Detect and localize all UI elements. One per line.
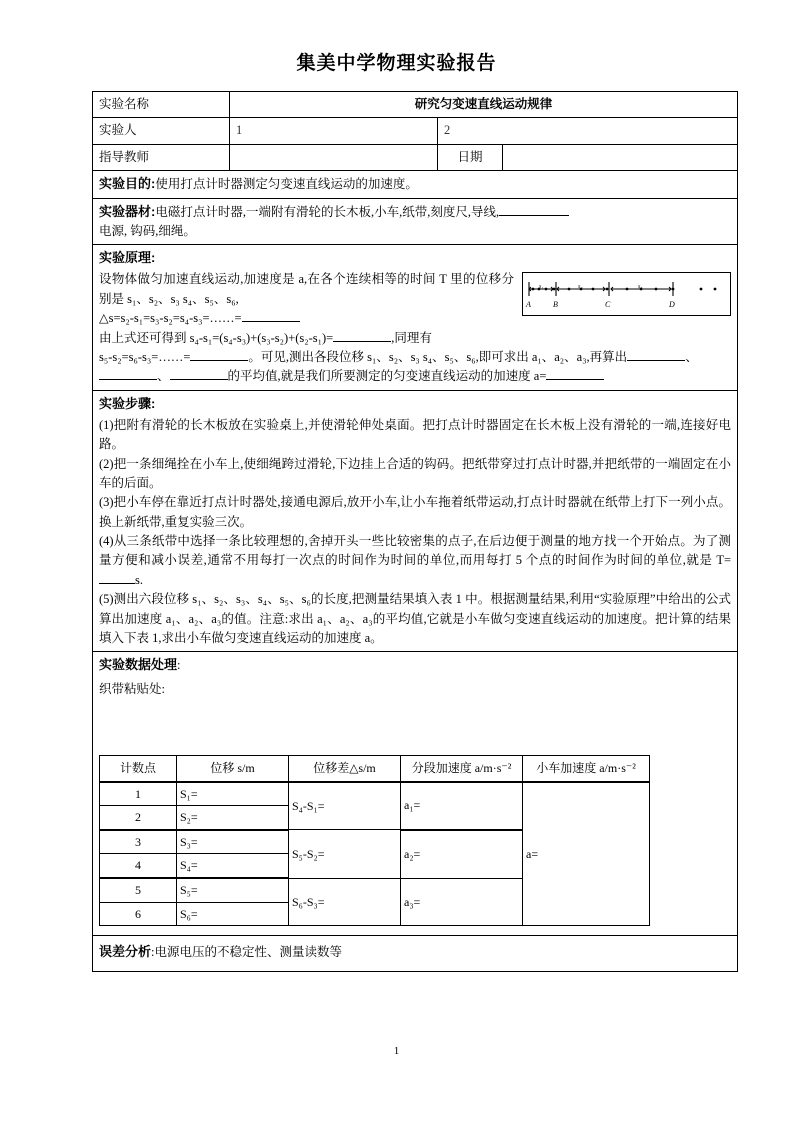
page-title: 集美中学物理实验报告 <box>296 53 497 74</box>
page-number: 1 <box>393 1045 400 1057</box>
purpose-text: 使用打点计时器测定匀变速直线运动的加速度。 <box>155 177 418 192</box>
displacement-1[interactable]: S₁= <box>177 782 289 806</box>
svg-text:B: B <box>553 300 558 310</box>
experimenter-field-1[interactable]: 1 <box>230 118 438 144</box>
principle-blank-7[interactable] <box>546 367 604 380</box>
displacement-diff-3[interactable]: S₆-S₃= <box>289 878 401 926</box>
experiment-name-label: 实验名称 <box>93 92 230 118</box>
step-item-3: (3)把小车停在靠近打点计时器处,接通电源后,放开小车,让小车拖着纸带运动,打点计时器就在纸带上打下一列小点。换上新纸带,重复实验三次。 <box>99 495 731 529</box>
steps-cell <box>93 390 738 652</box>
principle-line3-prefix: 由上式还可得到 s₄-s₁=(s₄-s₃)+(s₃-s₂)+(s₂-s₁)= <box>99 330 334 345</box>
table-row-teacher-date <box>93 144 738 170</box>
displacement-5[interactable]: S₅= <box>177 878 289 902</box>
table-row-purpose <box>93 171 738 198</box>
experimenter-field-2[interactable]: 2 <box>438 118 738 144</box>
date-label: 日期 <box>438 144 503 170</box>
displacement-6[interactable]: S₆= <box>177 902 289 926</box>
cart-acceleration[interactable]: a= <box>523 782 650 926</box>
principle-blank-3[interactable] <box>190 348 248 361</box>
principle-line4-mid: 。可见,测出各段位移 s₁、s₂、s₃ s₄、s₅、s₆,即可求出 a₁、a₂、a₃,再算出 <box>248 349 628 364</box>
data-table-header-row <box>100 756 650 782</box>
displacement-3[interactable]: S₃= <box>177 830 289 854</box>
principle-cell <box>93 245 738 390</box>
principle-formula-1: △s=s₂-s₁=s₃-s₂=s₄-s₃=……= <box>99 311 242 326</box>
count-point-3: 3 <box>100 830 177 854</box>
principle-line-1: 设物体做匀加速直线运动,加速度是 a,在各个连续相等的时间 T 里的位移分别是 s₁、s₂、s₃ s₄、s₅、s₆, <box>99 272 514 306</box>
error-analysis-colon: : <box>151 945 155 960</box>
svg-text:s₃: s₃ <box>638 284 643 291</box>
principle-blank-2[interactable] <box>333 329 391 342</box>
tape-diagram-svg <box>523 273 728 313</box>
count-point-1: 1 <box>100 782 177 806</box>
principle-line-4 <box>99 348 731 367</box>
count-point-4: 4 <box>100 854 177 878</box>
col-header-count-point: 计数点 <box>100 756 177 782</box>
col-header-cart-acceleration: 小车加速度 a/m·s⁻² <box>523 756 650 782</box>
svg-text:A: A <box>526 300 531 310</box>
teacher-field[interactable] <box>230 144 438 170</box>
materials-label: 实验器材: <box>99 203 156 219</box>
data-processing-heading: 实验数据处理 <box>99 657 178 673</box>
purpose-label: 实验目的: <box>99 176 156 192</box>
col-header-segment-acceleration: 分段加速度 a/m·s⁻² <box>401 756 523 782</box>
principle-blank-6[interactable] <box>170 367 228 380</box>
principle-blank-1[interactable] <box>242 309 300 322</box>
measurement-data-table <box>99 755 650 926</box>
table-row-error-analysis <box>93 936 738 971</box>
table-row <box>100 782 650 806</box>
principle-line5-mid2: 的平均值,就是我们所要测定的匀变速直线运动的加速度 a= <box>227 369 547 384</box>
tape-paste-note: 织带粘贴处: <box>99 681 165 696</box>
principle-line-3 <box>99 329 731 348</box>
table-row-principle <box>93 245 738 390</box>
col-header-displacement: 位移 s/m <box>177 756 289 782</box>
svg-text:s₁: s₁ <box>539 284 544 291</box>
displacement-diff-2[interactable]: S₅-S₂= <box>289 830 401 878</box>
purpose-cell <box>93 171 738 198</box>
experiment-name-value[interactable]: 研究匀变速直线运动规律 <box>230 92 738 118</box>
step-item-4 <box>99 532 731 590</box>
step-item-5: (5)测出六段位移 s₁、s₂、s₃、s₄、s₅、s₆的长度,把测量结果填入表 1 中。根据测量结果,利用“实验原理”中给出的公式算出加速度 a₁、a₂、a₃的值。注意:求出 a₁、a₂、a₃的平均值,它就是小车做匀变速直线运动的加速度。把计算的结果填入下表 1,求出小车做匀变速直线运动的加速度 a。 <box>99 592 731 645</box>
principle-line-5 <box>99 367 731 386</box>
data-processing-colon: : <box>177 658 181 673</box>
data-processing-cell <box>93 652 738 936</box>
table-row-steps <box>93 390 738 652</box>
col-header-displacement-diff: 位移差△s/m <box>289 756 401 782</box>
principle-line3-suffix: ,同理有 <box>391 330 432 345</box>
count-point-6: 6 <box>100 902 177 926</box>
principle-blank-5[interactable] <box>99 367 157 380</box>
segment-acceleration-1[interactable]: a₁= <box>401 782 523 830</box>
step-item-4-after: s. <box>135 572 143 587</box>
displacement-diff-1[interactable]: S₄-S₁= <box>289 782 401 830</box>
svg-text:C: C <box>605 300 611 310</box>
table-row-experimenter <box>93 118 738 144</box>
table-row-materials <box>93 198 738 245</box>
table-row-data-processing <box>93 652 738 936</box>
segment-acceleration-2[interactable]: a₂= <box>401 830 523 878</box>
principle-formula-2: s₅-s₂=s₆-s₃=……= <box>99 349 191 364</box>
materials-text-before: 电磁打点计时器,一端附有滑轮的长木板,小车,纸带,刻度尺,导线, <box>155 204 500 219</box>
svg-text:D: D <box>669 300 675 310</box>
step-item-1: (1)把附有滑轮的长木板放在实验桌上,并使滑轮伸处桌面。把打点计时器固定在长木板上没有滑轮的一端,连接好电路。 <box>99 417 731 452</box>
table-row-experiment-name <box>93 92 738 118</box>
count-point-5: 5 <box>100 878 177 902</box>
principle-line5-mid1: 、 <box>685 349 698 364</box>
displacement-4[interactable]: S₄= <box>177 854 289 878</box>
data-processing-heading-wrap <box>99 655 731 675</box>
experimenter-label: 实验人 <box>93 118 230 144</box>
materials-cell <box>93 198 738 245</box>
step-item-4-before: (4)从三条纸带中选择一条比较理想的,舍掉开头一些比较密集的点子,在后边便于测量的地方找一个开始点。为了测量方便和减小误差,通常不用每打一次点的时间作为时间的单位,而用每打 5 个点的时间作为时间的单位,就是 T= <box>99 534 731 568</box>
period-blank[interactable] <box>99 571 135 584</box>
principle-blank-4[interactable] <box>627 348 685 361</box>
report-frame-table <box>92 91 738 972</box>
principle-line5-mid1b: 、 <box>157 369 170 384</box>
error-analysis-text: 电源电压的不稳定性、测量读数等 <box>154 945 343 960</box>
tape-paste-area[interactable] <box>99 699 731 751</box>
materials-text-after: 电源, 钩码,细绳。 <box>99 223 196 238</box>
count-point-2: 2 <box>100 806 177 830</box>
step-item-2: (2)把一条细绳拴在小车上,使细绳跨过滑轮,下边挂上合适的钩码。把纸带穿过打点计时器,并把纸带的一端固定在小车的后面。 <box>99 456 731 490</box>
steps-heading: 实验步骤: <box>99 395 156 411</box>
svg-text:s₂: s₂ <box>578 284 583 291</box>
displacement-2[interactable]: S₂= <box>177 806 289 830</box>
tape-diagram-figure <box>522 272 731 316</box>
principle-heading: 实验原理: <box>99 250 156 266</box>
teacher-label: 指导教师 <box>93 144 230 170</box>
error-analysis-label: 误差分析 <box>99 944 152 960</box>
materials-blank[interactable] <box>499 203 569 216</box>
date-field[interactable] <box>503 144 738 170</box>
error-analysis-cell <box>93 936 738 971</box>
segment-acceleration-3[interactable]: a₃= <box>401 878 523 926</box>
